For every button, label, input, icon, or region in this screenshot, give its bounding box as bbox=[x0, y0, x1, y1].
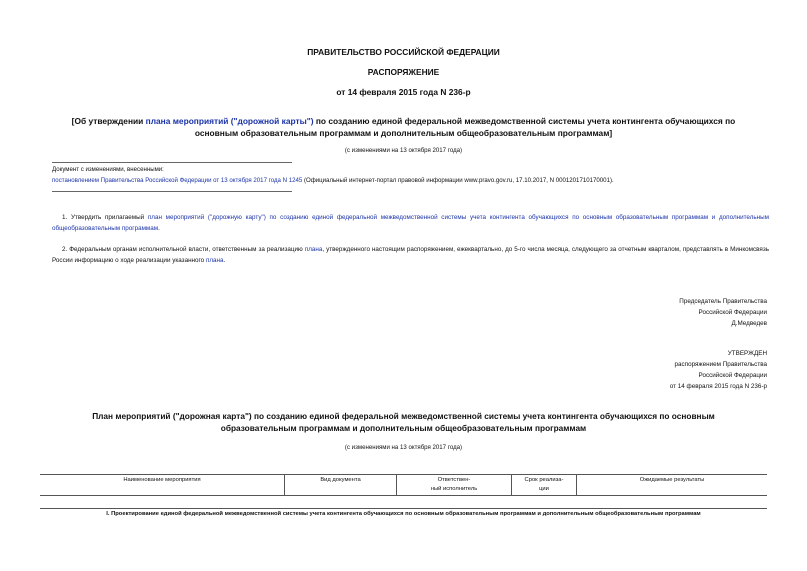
approved-by: распоряжением Правительства bbox=[674, 361, 767, 368]
changes-intro: Документ с изменениями, внесенными: bbox=[52, 166, 164, 173]
p1-start: 1. Утвердить прилагаемый bbox=[62, 214, 148, 221]
changes-line bbox=[52, 177, 767, 184]
col-header-results: Ожидаемые результаты bbox=[577, 475, 768, 496]
col-header-responsible bbox=[397, 475, 512, 496]
col4-line2: ции bbox=[539, 486, 549, 492]
approved-country: Российской Федерации bbox=[698, 372, 767, 379]
plan-title bbox=[60, 410, 747, 434]
document-type-heading: РАСПОРЯЖЕНИЕ bbox=[367, 67, 440, 77]
col-header-doc-type: Вид документа bbox=[285, 475, 397, 496]
p2-plan-link-2[interactable]: плана bbox=[205, 257, 224, 264]
document-date-number: от 14 февраля 2015 года N 236-р bbox=[336, 87, 471, 97]
p2-end: . bbox=[223, 257, 226, 264]
plan-link[interactable]: плана мероприятий ("дорожной карты") bbox=[145, 116, 314, 126]
approved-date: от 14 февраля 2015 года N 236-р bbox=[669, 383, 767, 390]
col-header-deadline bbox=[512, 475, 577, 496]
paragraph-2 bbox=[52, 244, 769, 266]
divider-bottom bbox=[52, 191, 292, 192]
signature-country: Российской Федерации bbox=[698, 309, 767, 316]
section-divider bbox=[40, 508, 767, 509]
plan-table bbox=[40, 474, 767, 496]
approval-block bbox=[670, 348, 767, 392]
divider-top bbox=[52, 162, 292, 163]
plan-amended-note: (с изменениями на 13 октября 2017 года) bbox=[344, 444, 463, 451]
approved-label: УТВЕРЖДЕН bbox=[727, 350, 767, 357]
document-title bbox=[40, 115, 767, 139]
signature-name: Д.Медведев bbox=[731, 320, 767, 327]
signature-block bbox=[679, 296, 767, 329]
p1-plan-link[interactable]: план мероприятий ("дорожную карту") по созданию единой федеральной межведомственной системы учета контингента обучающихся по основным образовательным программам и дополнительным общеобразовательным программам bbox=[52, 214, 770, 232]
amendment-decree-link[interactable]: постановлением Правительства Российской Федерации от 13 октября 2017 года N 1245 bbox=[52, 177, 303, 184]
changes-rest: (Официальный интернет-портал правовой информации www.pravo.gov.ru, 17.10.2017, N 0001201710170001). bbox=[302, 177, 614, 184]
amended-note: (с изменениями на 13 октября 2017 года) bbox=[344, 147, 463, 154]
signature-position: Председатель Правительства bbox=[679, 298, 767, 305]
plan-title-line2: образовательным программам и дополнительным общеобразовательным программам bbox=[220, 423, 587, 433]
col4-line1: Срок реализа- bbox=[524, 477, 564, 483]
p2-plan-link-1[interactable]: плана bbox=[304, 246, 323, 253]
p2-mid: , утвержденного настоящим распоряжением, ежеквартально, до 5-го числа месяца, следующего за отчетным кварталом, представлять в Минкомсвязь России информацию о ходе реализации указанного bbox=[52, 246, 769, 264]
col3-line1: Ответствен- bbox=[437, 477, 471, 483]
title-rest: по созданию единой федеральной межведомственной системы учета контингента обучающихся по bbox=[313, 116, 736, 126]
title-line2: основным образовательным программам и дополнительным общеобразовательным программам] bbox=[194, 128, 613, 138]
government-heading: ПРАВИТЕЛЬСТВО РОССИЙСКОЙ ФЕДЕРАЦИИ bbox=[307, 47, 500, 57]
section-heading-1: I. Проектирование единой федеральной межведомственной системы учета контингента обучающихся по основным образовательным программам и дополнительным общеобразовательным программам bbox=[106, 511, 701, 517]
p2-start: 2. Федеральным органам исполнительной власти, ответственным за реализацию bbox=[62, 246, 305, 253]
p1-end: . bbox=[158, 225, 160, 232]
plan-title-line1: План мероприятий ("дорожная карта") по созданию единой федеральной межведомственной системы учета контингента обучающихся по основным bbox=[92, 411, 715, 421]
table-header-row bbox=[40, 475, 767, 496]
col-header-name: Наименование мероприятия bbox=[123, 477, 201, 483]
col3-line2: ный исполнитель bbox=[430, 486, 478, 492]
paragraph-1 bbox=[52, 212, 769, 234]
title-open: [Об утверждении bbox=[71, 116, 146, 126]
